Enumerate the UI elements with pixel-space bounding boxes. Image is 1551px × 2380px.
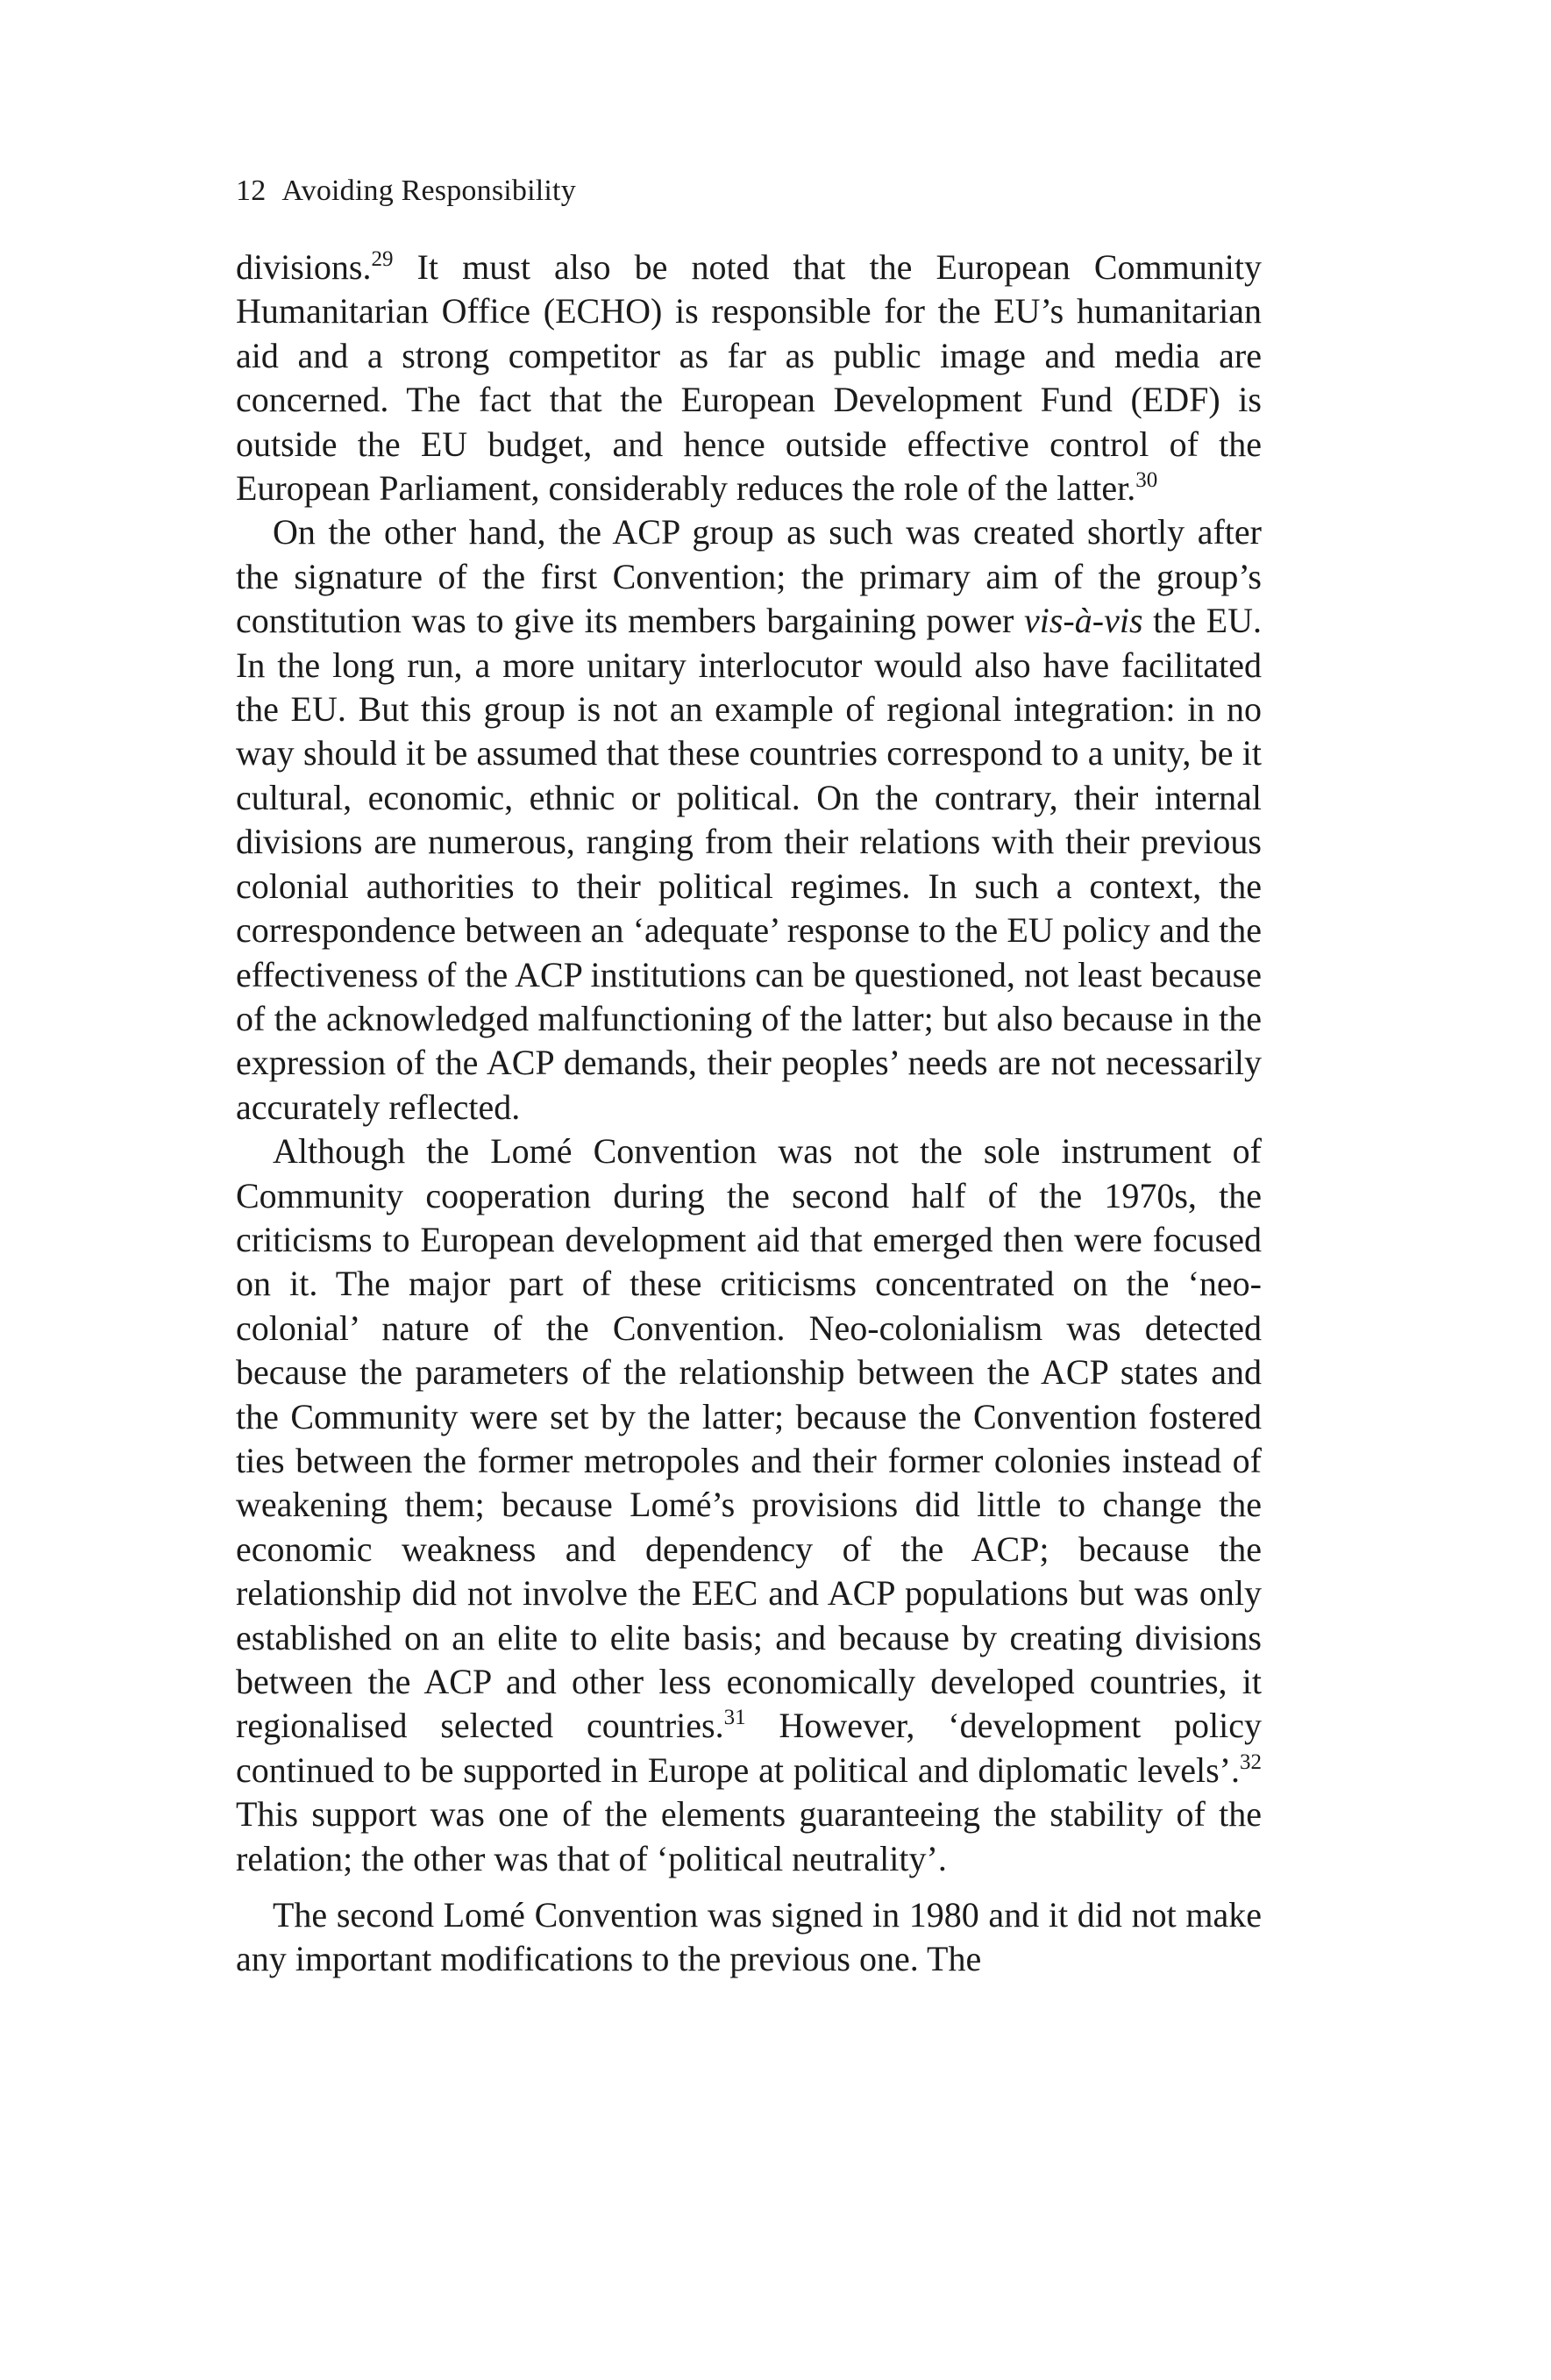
running-title: Avoiding Responsibility <box>281 175 576 207</box>
footnote-ref-29: 29 <box>371 247 394 271</box>
text-run: the EU. In the long run, a more unitary interlocutor would also have facilitated the EU. But this group is not an example of regional integration: in no way should it be assumed that these countries correspond to a unity, be it cultural, economic, ethnic or political. On the contrary, their internal divisions are numerous, ranging from their relations with their previous colonial authorities to their political regimes. In such a context, the correspondence between an ‘adequate’ response to the EU policy and the effectiveness of the ACP institutions can be questioned, not least because of the acknowledged malfunctioning of the latter; but also because in the expression of the ACP demands, their peoples’ needs are not necessarily accurately reflected. <box>236 601 1263 1127</box>
page-number: 12 <box>236 175 267 207</box>
body-text <box>236 246 1262 1982</box>
text-run: It must also be noted that the European Community Humanitarian Office (ECHO) is responsible for the EU’s humanitarian aid and a strong competitor as far as public image and media are concerned. The fact that the European Development Fund (EDF) is outside the EU budget, and hence outside effective control of the European Parliament, considerably reduces the role of the latter. <box>236 247 1262 509</box>
running-head <box>236 172 1262 210</box>
footnote-ref-32: 32 <box>1240 1749 1262 1774</box>
italic-term: vis-à-vis <box>1024 601 1143 641</box>
text-run: divisions. <box>236 247 372 287</box>
text-run: On the other hand, the ACP group as such was created shortly after the signature of the first Convention; the primary aim of the group’s constitution was to give its members bargaining power <box>236 512 1262 641</box>
text-run: This support was one of the elements guaranteeing the stability of the relation; the other was that of ‘political neutrality’. <box>236 1794 1262 1878</box>
footnote-ref-30: 30 <box>1135 468 1158 493</box>
paragraph-3 <box>236 1129 1262 1881</box>
text-run: However, ‘development policy continued to be supported in Europe at political and diplomatic levels’. <box>236 1706 1262 1790</box>
text-run: Although the Lomé Convention was not the sole instrument of Community cooperation during the second half of the 1970s, the criticisms to European development aid that emerged then were focused on it. The major part of these criticisms concentrated on the ‘neo-colonial’ nature of the Convention. Neo-colonialism was detected because the parameters of the relationship between the ACP states and the Community were set by the latter; because the Convention fostered ties between the former metropoles and their former colonies instead of weakening them; because Lomé’s provisions did little to change the economic weakness and dependency of the ACP; because the relationship did not involve the EEC and ACP populations but was only established on an elite to elite basis; and because by creating divisions between the ACP and other less economically developed countries, it regionalised selected countries. <box>236 1131 1262 1746</box>
book-page <box>236 172 1262 1982</box>
paragraph-2 <box>236 510 1262 1129</box>
footnote-ref-31: 31 <box>723 1706 746 1730</box>
paragraph-4 <box>236 1893 1262 1982</box>
text-run: The second Lomé Convention was signed in 1980 and it did not make any important modifications to the previous one. The <box>236 1895 1262 1979</box>
paragraph-1 <box>236 246 1262 510</box>
